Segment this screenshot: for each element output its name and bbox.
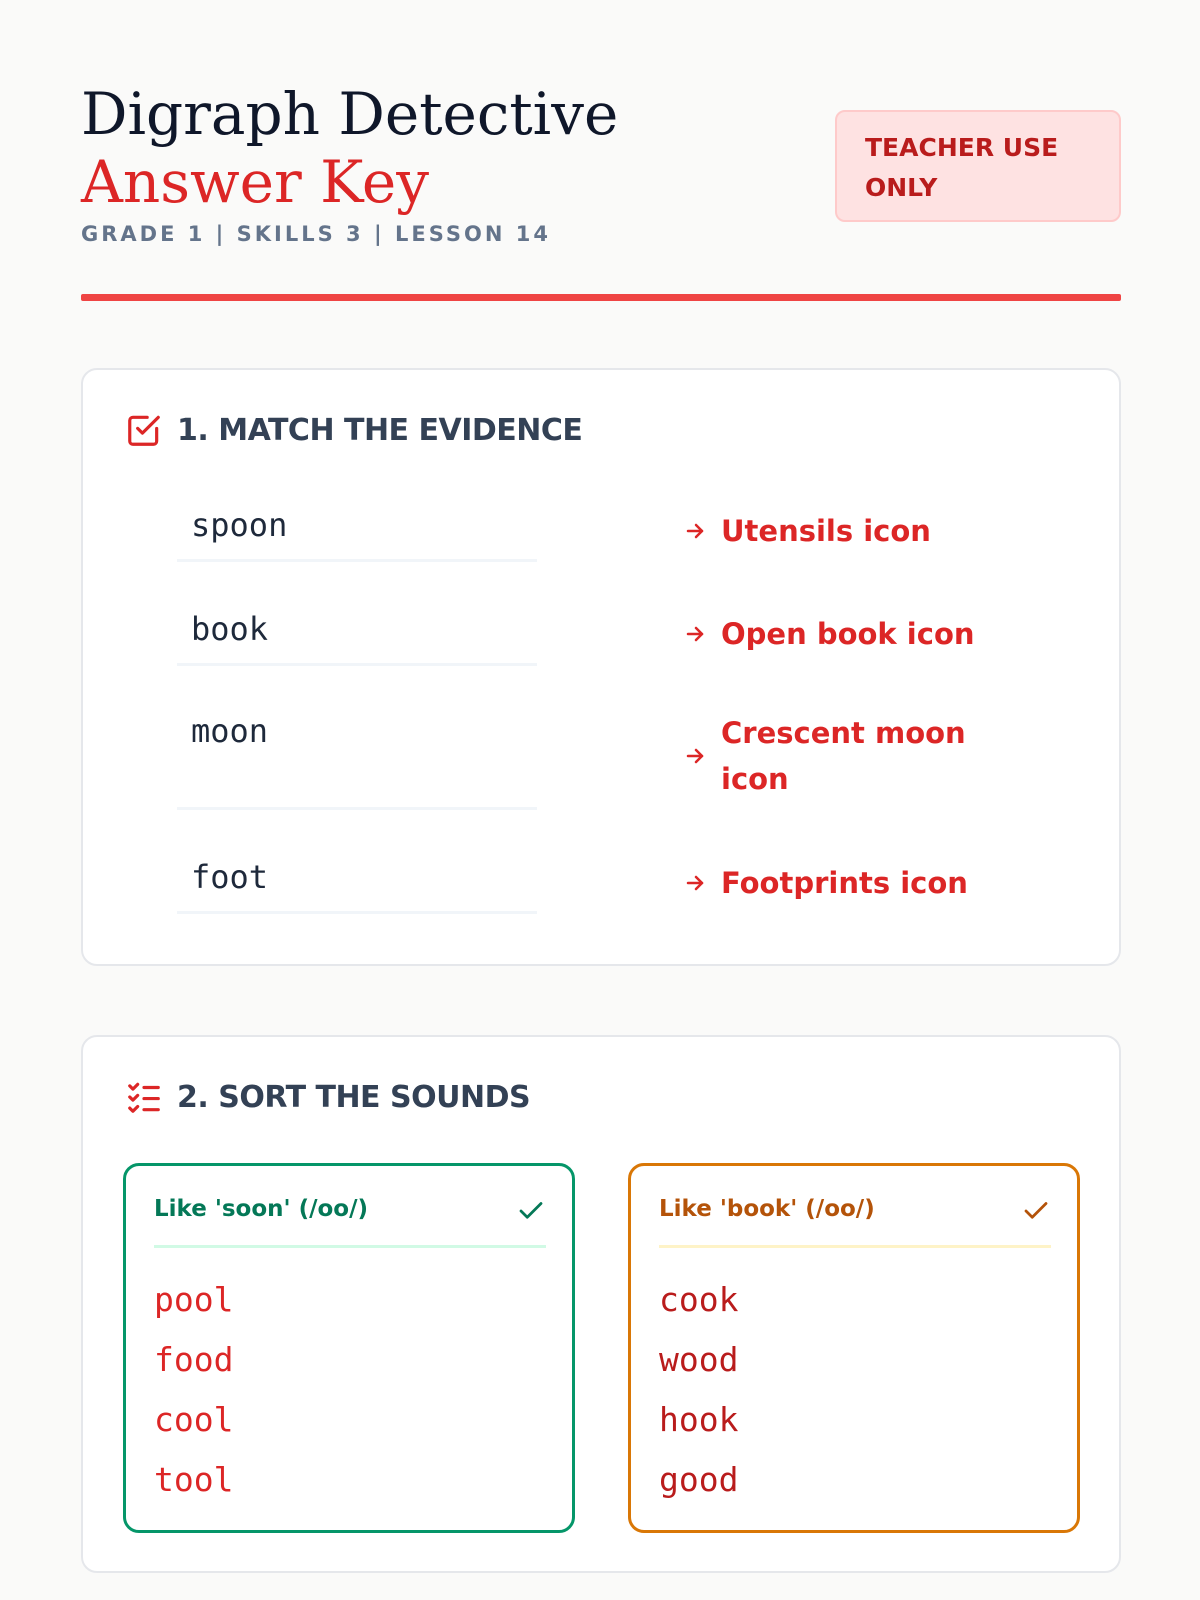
sort-group-book: [628, 1163, 1080, 1533]
title-accent: Answer Key: [81, 148, 429, 216]
sort-group-label: Like 'soon' (/oo/): [154, 1196, 369, 1222]
match-section-title: 1. MATCH THE EVIDENCE: [177, 412, 583, 448]
sort-section-header: [125, 1077, 530, 1117]
title-main: Digraph Detective: [81, 80, 619, 148]
sort-word: hook: [659, 1400, 739, 1439]
list-check-icon: [125, 1078, 163, 1116]
match-answer: [683, 860, 1003, 906]
match-word: spoon: [177, 506, 537, 562]
sort-word: cool: [154, 1400, 234, 1439]
match-answer-label: Utensils icon: [721, 514, 931, 548]
header-divider: [81, 294, 1121, 301]
match-answer-label: Crescent moon icon: [721, 716, 966, 796]
match-word: moon: [177, 712, 537, 810]
match-answer: [683, 508, 1003, 554]
match-word: foot: [177, 858, 537, 914]
checkbox-icon: [125, 411, 163, 449]
page-header: [81, 0, 1121, 302]
arrow-right-icon: [683, 519, 707, 543]
sort-sounds-card: [81, 1035, 1121, 1573]
match-answer-label: Footprints icon: [721, 866, 968, 900]
sort-word-list: [154, 1270, 233, 1510]
page-title: [81, 80, 841, 216]
match-answer-label: Open book icon: [721, 617, 975, 651]
sort-group-header: [154, 1196, 546, 1248]
sort-group-soon: [123, 1163, 575, 1533]
teacher-use-badge: TEACHER USE ONLY: [835, 110, 1121, 222]
arrow-right-icon: [683, 622, 707, 646]
sort-word: cook: [659, 1280, 739, 1319]
answer-key-page: [81, 0, 1121, 1499]
match-word: book: [177, 610, 537, 666]
match-answer: [683, 710, 1003, 802]
sort-word-list: [659, 1270, 738, 1510]
sort-word: tool: [154, 1460, 234, 1499]
sort-word: pool: [154, 1280, 234, 1319]
match-answer: [683, 611, 1003, 657]
match-section-header: [125, 410, 582, 450]
arrow-right-icon: [683, 744, 707, 768]
match-evidence-card: [81, 368, 1121, 966]
check-icon: [1021, 1196, 1051, 1226]
sort-word: food: [154, 1340, 234, 1379]
sort-word: wood: [659, 1340, 739, 1379]
check-icon: [516, 1196, 546, 1226]
lesson-subtitle: GRADE 1 | SKILLS 3 | LESSON 14: [81, 222, 551, 246]
sort-group-label: Like 'book' (/oo/): [659, 1196, 875, 1222]
sort-section-title: 2. SORT THE SOUNDS: [177, 1079, 531, 1115]
arrow-right-icon: [683, 871, 707, 895]
sort-word: good: [659, 1460, 739, 1499]
sort-group-header: [659, 1196, 1051, 1248]
